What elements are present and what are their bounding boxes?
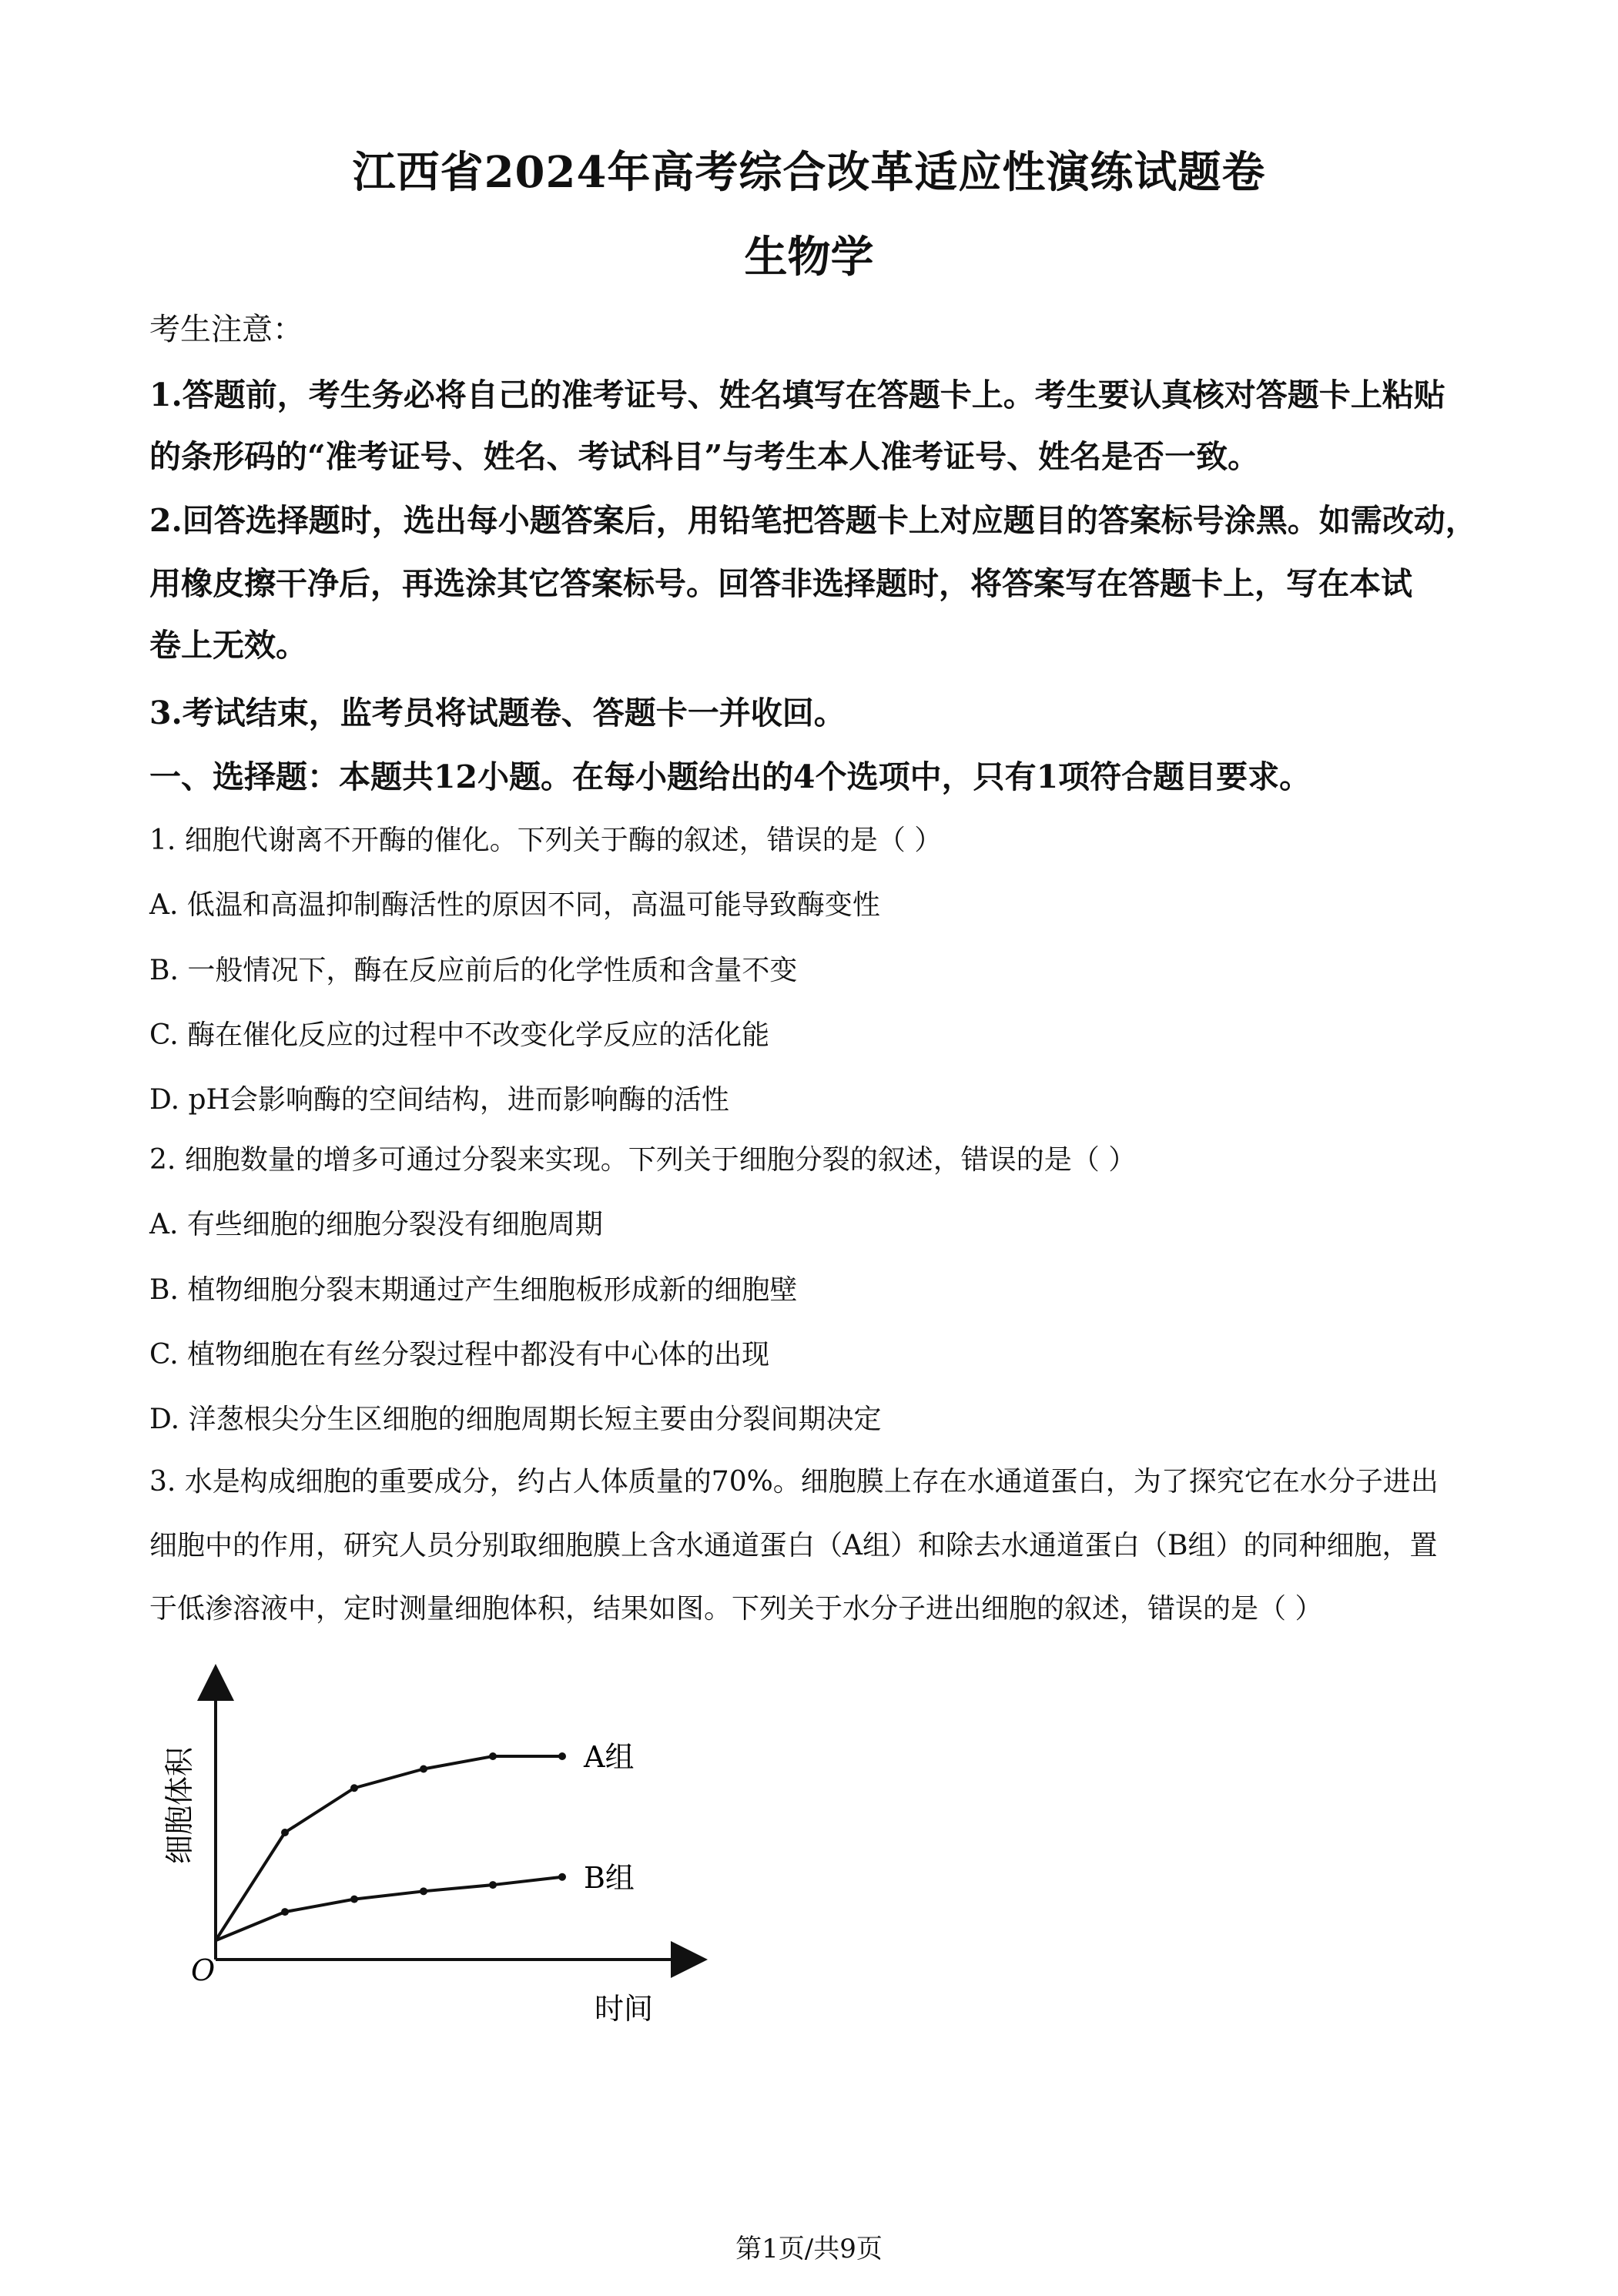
option-line: C. 植物细胞在有丝分裂过程中都没有中心体的出现 — [149, 1339, 770, 1371]
section-heading: 一、选择题：本题共12小题。在每小题给出的4个选项中，只有1项符合题目要求。 — [149, 758, 1311, 795]
notice-heading: 考生注意： — [149, 312, 303, 347]
data-point — [489, 1752, 497, 1760]
series-label: A组 — [584, 1740, 635, 1774]
notice-line: 卷上无效。 — [149, 627, 307, 664]
chart-axes — [216, 1682, 689, 1960]
question-stem-line: 细胞中的作用，研究人员分别取细胞膜上含水通道蛋白（A组）和除去水通道蛋白（B组）的同种细胞，置 — [149, 1530, 1438, 1561]
subject-title: 生物学 — [744, 232, 874, 283]
data-point — [420, 1766, 427, 1773]
data-point — [350, 1784, 358, 1792]
data-point — [558, 1752, 566, 1760]
option-line: D. 洋葱根尖分生区细胞的细胞周期长短主要由分裂间期决定 — [149, 1404, 882, 1435]
series-label: B组 — [584, 1860, 635, 1895]
option-line: C. 酶在催化反应的过程中不改变化学反应的活化能 — [149, 1019, 770, 1051]
question-stem-line: 于低渗溶液中，定时测量细胞体积，结果如图。下列关于水分子进出细胞的叙述，错误的是（ ） — [149, 1593, 1323, 1625]
y-axis-label: 细胞体积 — [162, 1746, 196, 1865]
option-line: A. 有些细胞的细胞分裂没有细胞周期 — [149, 1209, 603, 1240]
data-point — [558, 1873, 566, 1881]
cell-volume-chart — [146, 1663, 732, 2048]
notice-line: 用橡皮擦干净后，再选涂其它答案标号。回答非选择题时，将答案写在答题卡上，写在本试 — [149, 565, 1412, 602]
option-line: B. 一般情况下，酶在反应前后的化学性质和含量不变 — [149, 955, 798, 986]
series-line-a — [216, 1756, 562, 1940]
option-line: B. 植物细胞分裂末期通过产生细胞板形成新的细胞壁 — [149, 1274, 798, 1306]
data-point — [281, 1829, 289, 1836]
option-line: D. pH会影响酶的空间结构，进而影响酶的活性 — [149, 1084, 729, 1116]
origin-label: O — [191, 1953, 216, 1987]
question-stem: 2. 细胞数量的增多可通过分裂来实现。下列关于细胞分裂的叙述，错误的是（ ） — [149, 1144, 1137, 1176]
notice-line: 1.答题前，考生务必将自己的准考证号、姓名填写在答题卡上。考生要认真核对答题卡上粘贴 — [149, 377, 1445, 413]
notice-line: 的条形码的“准考证号、姓名、考试科目”与考生本人准考证号、姓名是否一致。 — [149, 438, 1260, 475]
question-stem-line: 3. 水是构成细胞的重要成分，约占人体质量的70%。细胞膜上存在水通道蛋白，为了探究它在水分子进出 — [149, 1466, 1439, 1498]
option-line: A. 低温和高温抑制酶活性的原因不同，高温可能导致酶变性 — [149, 889, 880, 921]
data-point — [489, 1881, 497, 1889]
question-stem: 1. 细胞代谢离不开酶的催化。下列关于酶的叙述，错误的是（ ） — [149, 825, 943, 856]
exam-title: 江西省2024年高考综合改革适应性演练试题卷 — [352, 147, 1266, 198]
notice-line: 3.考试结束，监考员将试题卷、答题卡一并收回。 — [149, 694, 846, 731]
data-point — [420, 1887, 427, 1895]
notice-line: 2.回答选择题时，选出每小题答案后，用铅笔把答题卡上对应题目的答案标号涂黑。如需改动， — [149, 502, 1477, 539]
page-footer: 第1页/共9页 — [735, 2234, 883, 2264]
data-point — [281, 1908, 289, 1916]
series-line-b — [216, 1877, 562, 1941]
data-point — [350, 1896, 358, 1903]
x-axis-label: 时间 — [594, 1992, 654, 2026]
